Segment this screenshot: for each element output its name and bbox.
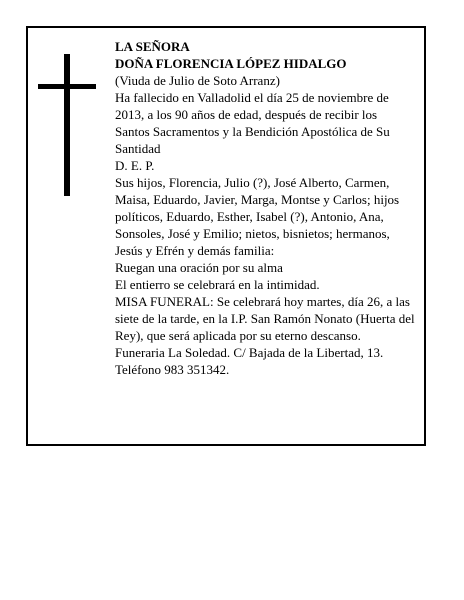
mass-paragraph: MISA FUNERAL: Se celebrará hoy martes, día 26, a las siete de la tarde, en la I.P. San Ramón Nonato (Huerta del Rey), que será aplicada por su eterno descanso. xyxy=(115,294,415,343)
obituary-deceased-name: DOÑA FLORENCIA LÓPEZ HIDALGO xyxy=(115,56,347,71)
widow-line: (Viuda de Julio de Soto Arranz) xyxy=(115,73,280,88)
obituary-title-line1: LA SEÑORA xyxy=(115,39,190,54)
obituary-text xyxy=(115,38,415,378)
burial-line: El entierro se celebrará en la intimidad. xyxy=(115,277,320,292)
cross-icon-bar xyxy=(38,84,96,89)
death-paragraph: Ha fallecido en Valladolid el día 25 de noviembre de 2013, a los 90 años de edad, después de recibir los Santos Sacramentos y la Bendición Apostólica de Su Santidad xyxy=(115,90,390,156)
funeral-home-paragraph: Funeraria La Soledad. C/ Bajada de la Libertad, 13. Teléfono 983 351342. xyxy=(115,345,384,377)
prayer-line: Ruegan una oración por su alma xyxy=(115,260,283,275)
family-paragraph: Sus hijos, Florencia, Julio (?), José Alberto, Carmen, Maisa, Eduardo, Javier, Marga, Montse y Carlos; hijos políticos, Eduardo, Esther, Isabel (?), Antonio, Ana, Sonsoles, José y Emilio; nietos, bisnietos; hermanos, Jesús y Efrén y demás familia: xyxy=(115,175,400,258)
dep-line: D. E. P. xyxy=(115,158,155,173)
cross-icon xyxy=(64,54,70,196)
